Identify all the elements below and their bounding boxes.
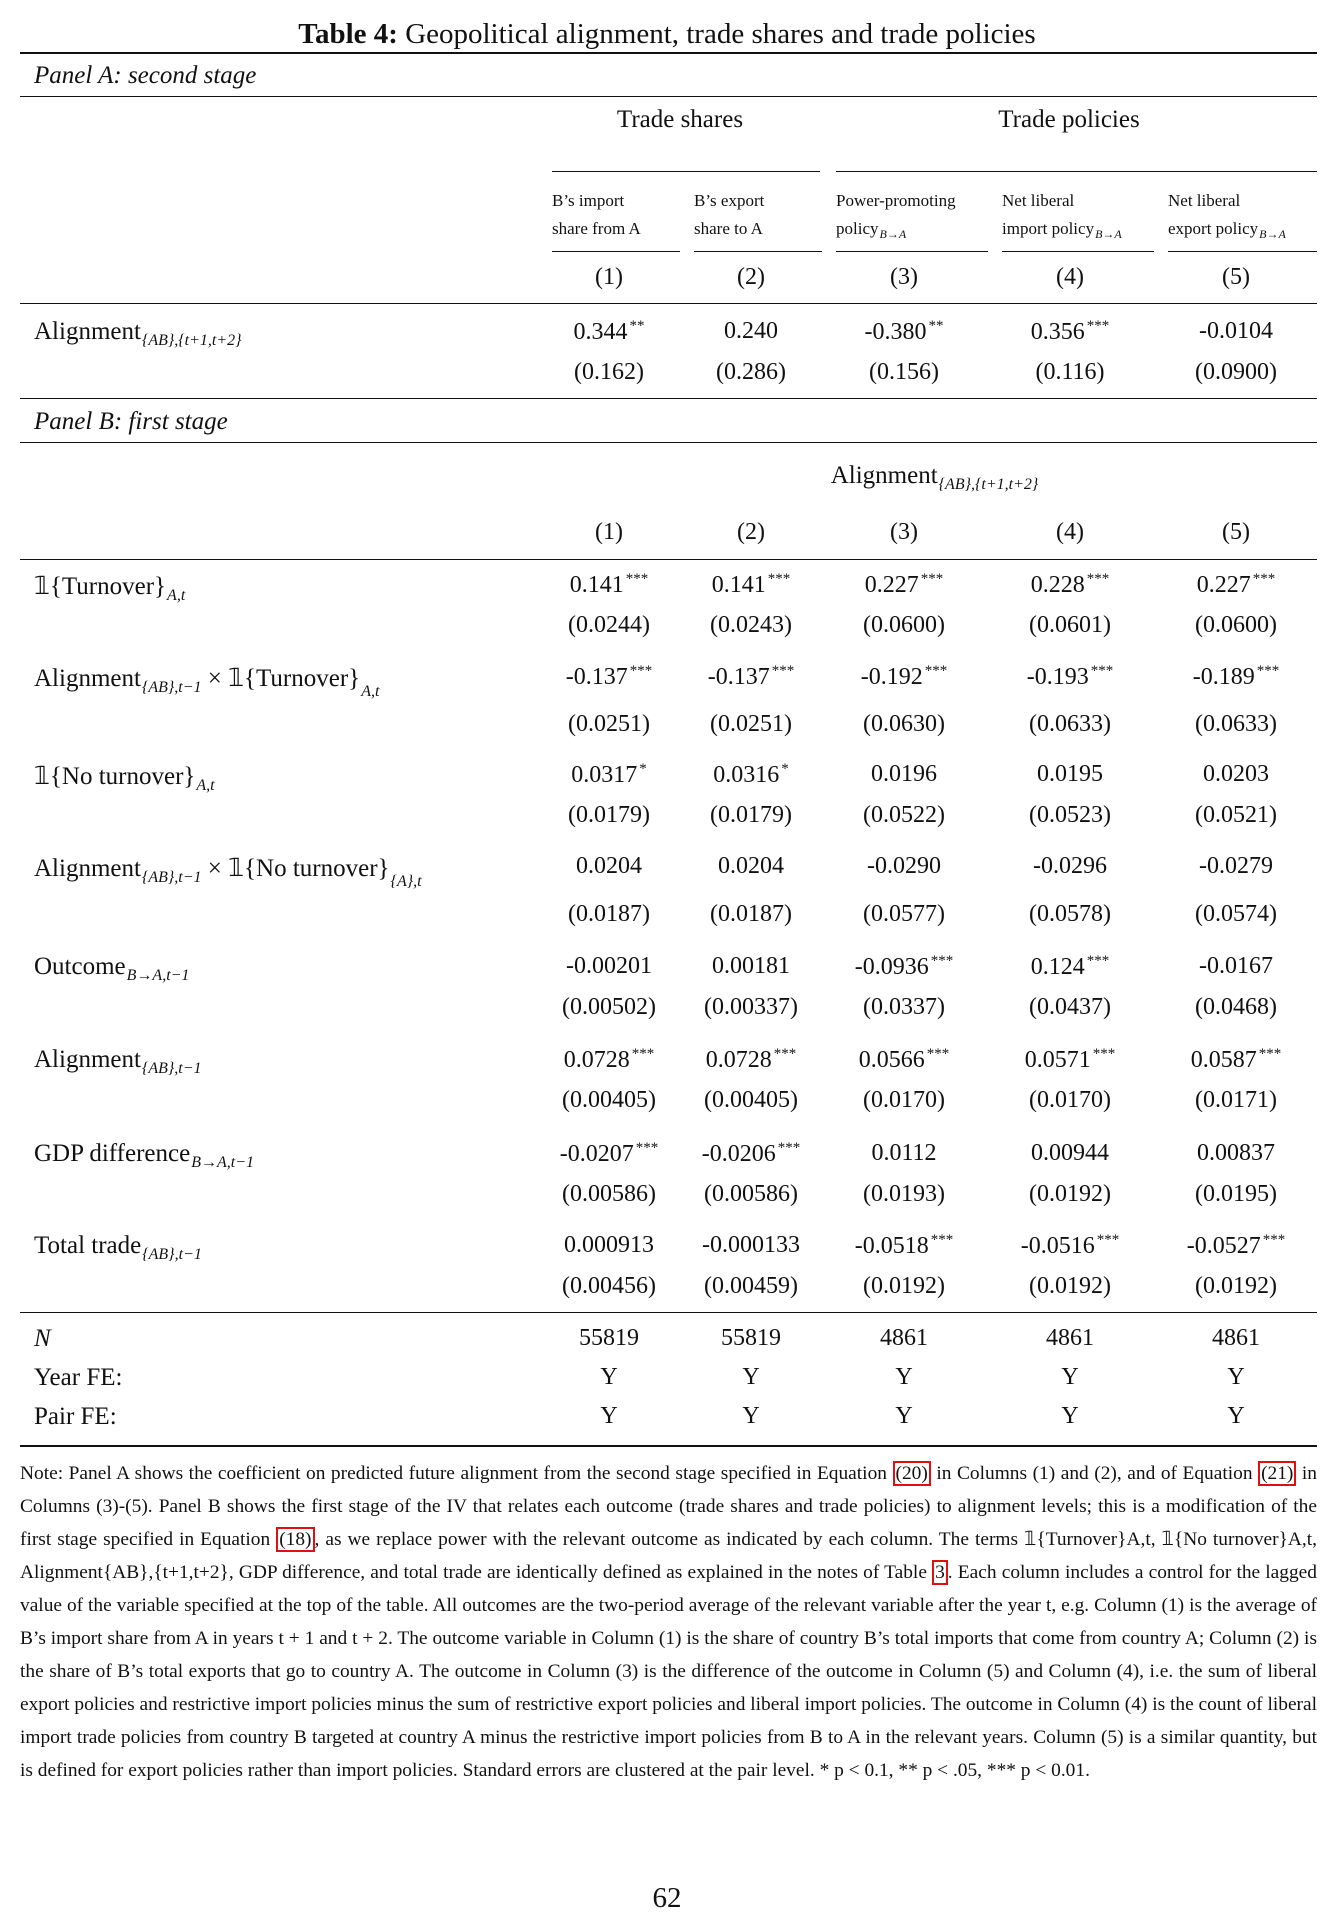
panel-b-row-label: $𝟙\{Turnover\}_{A,t}$ [34, 573, 186, 604]
panel-b-se: (0.0251) [710, 711, 792, 737]
panel-b-row-label: Total trade$_{\{AB\},t-1}$ [34, 1232, 202, 1263]
footer-value: Y [1227, 1403, 1245, 1429]
panel-b-se: (0.0192) [1195, 1273, 1277, 1299]
panel-b-coef: -0.0206 *** [701, 1140, 801, 1167]
panel-b-se: (0.0187) [568, 901, 650, 927]
panel-b-label: Panel B: first stage [34, 408, 228, 435]
panel-a-column-number: (1) [595, 264, 623, 290]
panel-b-se: (0.0170) [863, 1087, 945, 1113]
panel-b-column-number: (4) [1056, 519, 1084, 545]
equation-link-20[interactable]: (20) [893, 1461, 931, 1486]
panel-b-se: (0.0171) [1195, 1087, 1277, 1113]
panel-b-coef: -0.0516 *** [1020, 1232, 1120, 1259]
panel-b-coef: 0.0571 *** [1024, 1046, 1116, 1073]
panel-b-coef: 0.141 *** [569, 571, 649, 598]
panel-b-se: (0.00456) [562, 1273, 656, 1299]
equation-link-21[interactable]: (21) [1258, 1461, 1296, 1486]
column-header-4: Net liberal import policy$_{B\to A}$ [1002, 191, 1122, 241]
panel-b-coef: -0.0296 [1033, 853, 1107, 879]
panel-a-coef: 0.356 *** [1030, 318, 1110, 345]
panel-b-se: (0.0578) [1029, 901, 1111, 927]
table-title: Table 4: Geopolitical alignment, trade shares and trade policies [298, 18, 1036, 50]
footer-value: Y [600, 1403, 618, 1429]
panel-b-se: (0.0523) [1029, 802, 1111, 828]
panel-b-se: (0.0633) [1195, 711, 1277, 737]
panel-b-se: (0.0601) [1029, 612, 1111, 638]
footer-rule [20, 1312, 1317, 1313]
panel-b-column-number: (3) [890, 519, 918, 545]
panel-b-se: (0.0244) [568, 612, 650, 638]
panel-b-se: (0.00502) [562, 994, 656, 1020]
dep-var-header: Alignment$_{\{AB\},\{t+1,t+2\}}$ [830, 462, 1039, 493]
panel-b-coef: -0.0518 *** [854, 1232, 954, 1259]
group-trade-policies: Trade policies [998, 106, 1140, 133]
panel-b-row-label: 𝟙{No $turnover\}_{A,t}$ [34, 763, 215, 794]
panel-b-se: (0.0437) [1029, 994, 1111, 1020]
panel-b-coef: -0.192 *** [860, 663, 948, 690]
panel-b-coef: 0.228 *** [1030, 571, 1110, 598]
panel-a-column-number: (3) [890, 264, 918, 290]
panel-b-row-label: Alignment$_{\{AB\},t-1}$ × 𝟙{No $turnover\}_{\{A\},t}$ [34, 855, 422, 890]
panel-b-coef: 0.0204 [576, 853, 642, 879]
panel-b-coef: 0.0728 *** [705, 1046, 797, 1073]
panel-a-column-number: (4) [1056, 264, 1084, 290]
panel-b-coef: 0.227 *** [1196, 571, 1276, 598]
footer-value: 4861 [1046, 1325, 1094, 1351]
panel-b-se: (0.00405) [704, 1087, 798, 1113]
panel-b-coef: -0.137 *** [707, 663, 795, 690]
column-header-rule-1 [552, 251, 680, 252]
panel-b-se: (0.0193) [863, 1181, 945, 1207]
footer-label: Year FE: [34, 1364, 123, 1391]
panel-b-coef: -0.000133 [702, 1232, 800, 1258]
column-header-rule-5 [1168, 251, 1317, 252]
panel-b-se: (0.0574) [1195, 901, 1277, 927]
footer-value: Y [1061, 1403, 1079, 1429]
panel-b-row-label: GDP difference$_{B\to A,t-1}$ [34, 1140, 254, 1171]
panel-a-se: (0.156) [869, 359, 939, 385]
footer-value: 4861 [880, 1325, 928, 1351]
panel-b-se: (0.00586) [704, 1181, 798, 1207]
panel-a-se: (0.162) [574, 359, 644, 385]
panel-b-se: (0.0192) [1029, 1181, 1111, 1207]
panel-b-se: (0.0187) [710, 901, 792, 927]
footer-value: 4861 [1212, 1325, 1260, 1351]
panel-b-coef: -0.193 *** [1026, 663, 1114, 690]
panel-b-coef: 0.0196 [871, 761, 937, 787]
footer-value: Y [895, 1403, 913, 1429]
panel-b-rule [20, 442, 1317, 443]
column-header-2: B’s export share to A [694, 191, 765, 238]
panel-b-top-rule [20, 398, 1317, 399]
panel-b-header-rule [20, 559, 1317, 560]
column-header-3: Power-promoting policy$_{B\to A}$ [836, 191, 956, 241]
panel-b-coef: 0.0316 * [713, 761, 789, 788]
panel-b-se: (0.0600) [1195, 612, 1277, 638]
panel-b-coef: -0.137 *** [565, 663, 653, 690]
equation-link-18[interactable]: (18) [276, 1527, 314, 1552]
panel-b-coef: 0.0112 [871, 1140, 937, 1166]
panel-b-coef: 0.00944 [1031, 1140, 1109, 1166]
column-header-1: B’s import share from A [552, 191, 641, 238]
panel-b-column-number: (5) [1222, 519, 1250, 545]
column-header-5: Net liberal export policy$_{B\to A}$ [1168, 191, 1286, 241]
column-header-rule-2 [694, 251, 822, 252]
footer-value: Y [1227, 1364, 1245, 1390]
panel-b-se: (0.00459) [704, 1273, 798, 1299]
panel-b-row-label: Alignment$_{\{AB\},t-1}$ [34, 1046, 202, 1077]
footer-value: Y [895, 1364, 913, 1390]
panel-b-se: (0.0600) [863, 612, 945, 638]
panel-b-coef: 0.0587 *** [1190, 1046, 1282, 1073]
page-number: 62 [652, 1882, 682, 1914]
panel-b-se: (0.0170) [1029, 1087, 1111, 1113]
bottom-rule [20, 1445, 1317, 1447]
panel-a-row-label: Alignment$_{\{AB\},\{t+1,t+2\}}$ [34, 318, 242, 349]
panel-a-coef: 0.240 [724, 318, 778, 344]
panel-b-row-label: Outcome$_{B\to A,t-1}$ [34, 953, 190, 984]
panel-b-se: (0.00337) [704, 994, 798, 1020]
panel-b-coef: -0.0207 *** [559, 1140, 659, 1167]
panel-a-se: (0.0900) [1195, 359, 1277, 385]
panel-b-se: (0.0192) [1029, 1273, 1111, 1299]
panel-b-se: (0.0251) [568, 711, 650, 737]
column-header-rule-3 [836, 251, 988, 252]
panel-b-se: (0.0521) [1195, 802, 1277, 828]
table-link-3[interactable]: 3 [932, 1560, 948, 1585]
panel-b-se: (0.0195) [1195, 1181, 1277, 1207]
panel-a-se: (0.286) [716, 359, 786, 385]
panel-b-coef: 0.0204 [718, 853, 784, 879]
table-note: Note: Panel A shows the coefficient on predicted future alignment from the second stage specified in Equation (20) in Columns (1) and (2), and of Equation (21) in Columns (3)-(5). Panel B shows the first stage of the IV that relates each outcome (trade shares and trade policies) to alignment levels; this is a modification of the first stage specified in Equation (18) , as we replace power with the relevant outcome as indicated by each column. The terms 𝟙{Turnover}A,t, 𝟙{No turnover}A,t, Alignment{AB},{t+1,t+2}, GDP difference, and total trade are identically defined as explained in the notes of Table 3 . Each column includes a control for the lagged value of the variable specified at the top of the table. All outcomes are the two-period average of the relevant variable after the year t, e.g. Column (1) is the average of B’s import share from A in years t + 1 and t + 2. The outcome variable in Column (1) is the share of country B’s total imports that come from country A; Column (2) is the share of B’s total exports that go to country A. The outcome in Column (3) is the difference of the outcome in Column (5) and Column (4), i.e. the sum of liberal export policies and restrictive import policies minus the sum of restrictive export policies and liberal import policies. The outcome in Column (4) is the count of liberal import trade policies from country B targeted at country A minus the restrictive import policies from B to A in the relevant years. Column (5) is a similar quantity, but is defined for export policies rather than import policies. Standard errors are clustered at the pair level. * p < 0.1, ** p < .05, *** p < 0.01. [20, 1463, 1318, 1781]
footer-value: 55819 [579, 1325, 639, 1351]
panel-b-se: (0.0192) [863, 1273, 945, 1299]
group-rule-policies [836, 171, 1317, 172]
top-rule [20, 52, 1317, 54]
panel-b-coef: 0.0317 * [571, 761, 647, 788]
group-rule-shares [552, 171, 820, 172]
panel-b-coef: 0.227 *** [864, 571, 944, 598]
panel-b-column-number: (1) [595, 519, 623, 545]
panel-a-coef: -0.0104 [1199, 318, 1273, 344]
panel-a-column-number: (5) [1222, 264, 1250, 290]
panel-b-se: (0.0179) [568, 802, 650, 828]
panel-a-header-rule [20, 303, 1317, 304]
panel-b-coef: -0.0290 [867, 853, 941, 879]
panel-b-se: (0.0468) [1195, 994, 1277, 1020]
panel-a-rule [20, 96, 1317, 97]
footer-value: Y [600, 1364, 618, 1390]
panel-b-coef: 0.00837 [1197, 1140, 1275, 1166]
panel-b-se: (0.0577) [863, 901, 945, 927]
panel-b-coef: -0.0167 [1199, 953, 1273, 979]
panel-b-se: (0.0522) [863, 802, 945, 828]
panel-b-coef: -0.0527 *** [1186, 1232, 1286, 1259]
panel-a-column-number: (2) [737, 264, 765, 290]
group-trade-shares: Trade shares [616, 106, 744, 133]
panel-b-coef: -0.0936 *** [854, 953, 954, 980]
panel-b-coef: 0.000913 [564, 1232, 654, 1258]
panel-b-coef: 0.124 *** [1030, 953, 1110, 980]
footer-label: Pair FE: [34, 1403, 117, 1430]
panel-b-coef: 0.0566 *** [858, 1046, 950, 1073]
panel-b-se: (0.0179) [710, 802, 792, 828]
panel-b-coef: -0.189 *** [1192, 663, 1280, 690]
panel-b-se: (0.0243) [710, 612, 792, 638]
footer-value: 55819 [721, 1325, 781, 1351]
footer-value: Y [742, 1403, 760, 1429]
column-header-rule-4 [1002, 251, 1154, 252]
panel-b-row-label: Alignment$_{\{AB\},t-1}$ × $𝟙\{Turnover\}_{A,t}$ [34, 665, 380, 700]
panel-a-se: (0.116) [1035, 359, 1105, 385]
footer-label: N [34, 1325, 51, 1352]
panel-b-se: (0.00586) [562, 1181, 656, 1207]
panel-b-se: (0.0337) [863, 994, 945, 1020]
panel-b-se: (0.00405) [562, 1087, 656, 1113]
panel-b-coef: -0.0279 [1199, 853, 1273, 879]
panel-a-coef: -0.380 ** [864, 318, 944, 345]
panel-b-coef: 0.0203 [1203, 761, 1269, 787]
panel-a-label: Panel A: second stage [34, 62, 257, 89]
panel-b-se: (0.0630) [863, 711, 945, 737]
panel-b-column-number: (2) [737, 519, 765, 545]
panel-b-coef: 0.141 *** [711, 571, 791, 598]
footer-value: Y [1061, 1364, 1079, 1390]
panel-b-se: (0.0633) [1029, 711, 1111, 737]
panel-b-coef: 0.0728 *** [563, 1046, 655, 1073]
panel-a-coef: 0.344 ** [573, 318, 645, 345]
panel-b-coef: -0.00201 [566, 953, 652, 979]
panel-b-coef: 0.0195 [1037, 761, 1103, 787]
panel-b-coef: 0.00181 [712, 953, 790, 979]
footer-value: Y [742, 1364, 760, 1390]
